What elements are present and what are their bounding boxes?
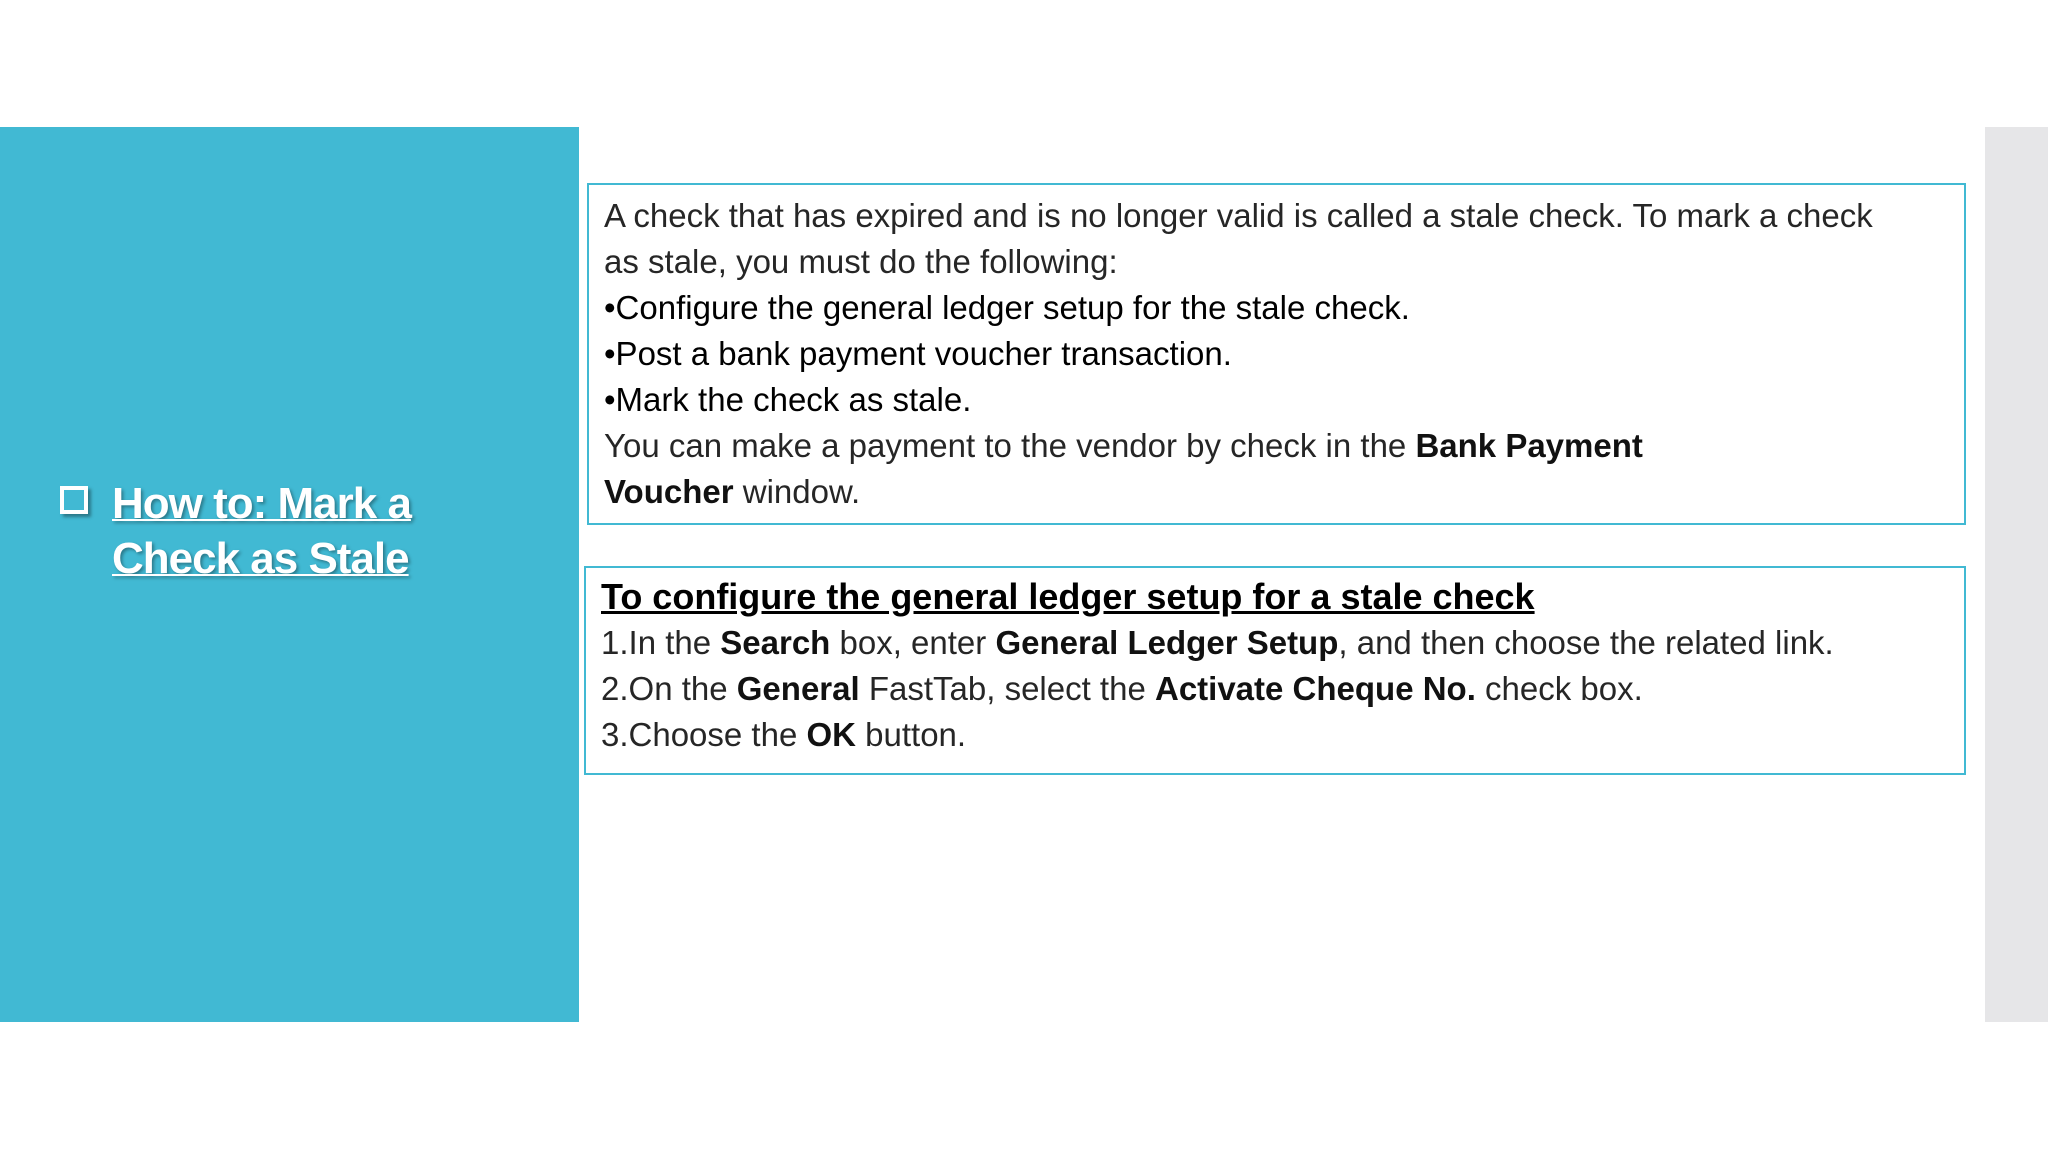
intro-line-1: A check that has expired and is no longer valid is called a stale check. To mark a check	[604, 197, 1873, 234]
slide-title[interactable]	[112, 476, 472, 586]
intro-bullet-3: •Mark the check as stale.	[604, 381, 972, 418]
slide-title-line2: Check as Stale	[112, 534, 409, 583]
step1-search: Search	[720, 624, 831, 661]
step1-post: , and then choose the related link.	[1338, 624, 1834, 661]
slide-heading	[60, 476, 560, 586]
procedure-step-1	[601, 620, 1950, 666]
procedure-step-2	[601, 666, 1950, 712]
step1-gl-setup: General Ledger Setup	[995, 624, 1339, 661]
step3-ok: OK	[806, 716, 856, 753]
window-text: window.	[733, 473, 861, 510]
intro-box	[587, 183, 1966, 525]
step1-mid: box, enter	[830, 624, 996, 661]
side-strip	[1985, 127, 2048, 1022]
intro-line-2: as stale, you must do the following:	[604, 243, 1118, 280]
intro-bullet-1: •Configure the general ledger setup for the stale check.	[604, 289, 1410, 326]
step2-mid: FastTab, select the	[859, 670, 1155, 707]
checkbox-square-icon	[60, 486, 88, 514]
step2-general: General	[736, 670, 860, 707]
step3-post: button.	[855, 716, 967, 753]
step3-pre: 3.Choose the	[601, 716, 807, 753]
payment-line-2	[604, 469, 1950, 515]
payment-text: You can make a payment to the vendor by check in the	[604, 427, 1416, 464]
payment-line-1	[604, 423, 1950, 469]
slide-title-line1: How to: Mark a	[112, 479, 411, 528]
bank-payment-label: Bank Payment	[1415, 427, 1643, 464]
step1-pre: 1.In the	[601, 624, 721, 661]
procedure-box	[584, 566, 1966, 775]
intro-bullet-2: •Post a bank payment voucher transaction.	[604, 335, 1232, 372]
procedure-heading: To configure the general ledger setup for a stale check	[601, 576, 1535, 617]
procedure-step-3	[601, 712, 1950, 758]
voucher-label: Voucher	[604, 473, 734, 510]
step2-pre: 2.On the	[601, 670, 737, 707]
step2-post: check box.	[1475, 670, 1643, 707]
step2-activate-cheque: Activate Cheque No.	[1154, 670, 1476, 707]
